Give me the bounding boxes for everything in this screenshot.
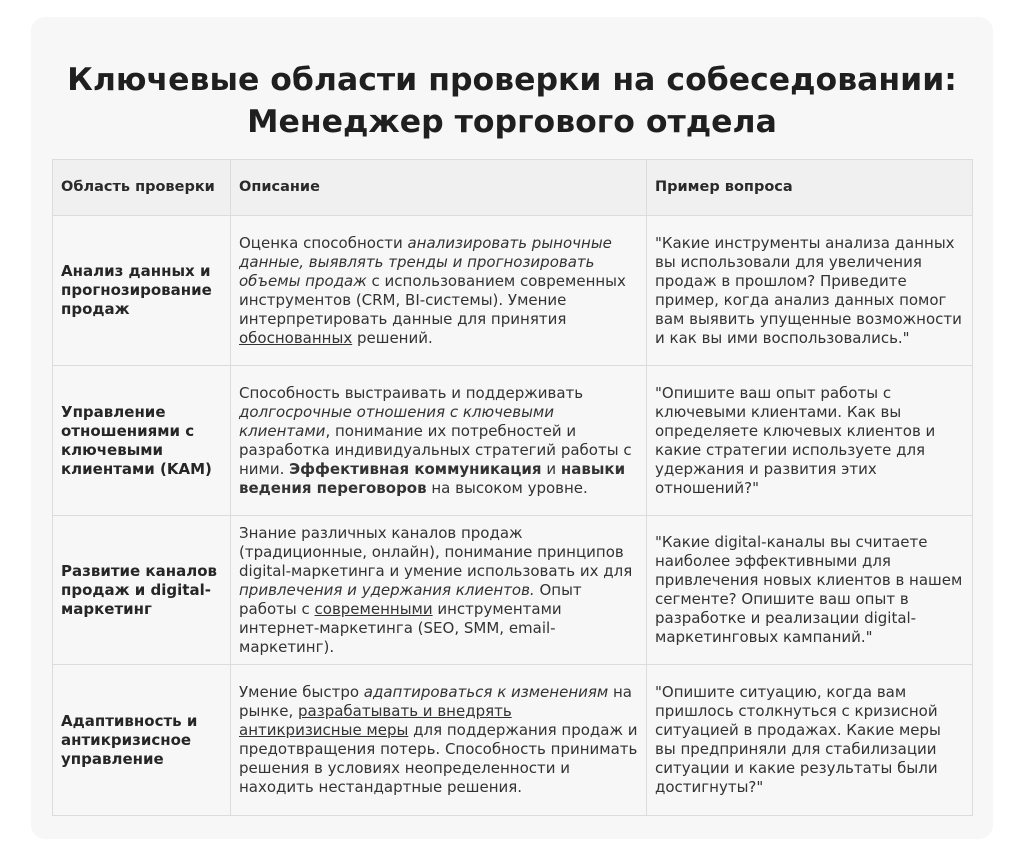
desc-text: решений. bbox=[352, 328, 433, 347]
row-question: "Какие digital-каналы вы считаете наиболее эффективными для привлечения новых клиентов в нашем сегменте? Опишите ваш опыт в разработке и реализации digital-маркетинговых кампаний." bbox=[647, 516, 973, 665]
desc-emphasis: привлечения и удержания клиентов. bbox=[239, 580, 535, 599]
content-card bbox=[31, 17, 993, 839]
table-row bbox=[53, 366, 973, 516]
table-row bbox=[53, 665, 973, 816]
row-question: "Опишите ситуацию, когда вам пришлось столкнуться с кризисной ситуацией в продажах. Какие меры вы предприняли для стабилизации ситуации и какие результаты были достигнуты?" bbox=[647, 665, 973, 816]
desc-text: инструментами интернет-маркетинга (SEO, SMM, email-маркетинг). bbox=[239, 599, 562, 656]
desc-text: для поддержания продаж и предотвращения потерь. Способность принимать решения в условиях неопределенности и находить нестандартные решения. bbox=[239, 721, 638, 796]
interview-areas-table bbox=[52, 159, 973, 816]
header-description: Описание bbox=[231, 160, 647, 216]
desc-text: Опыт работы с bbox=[239, 580, 582, 618]
header-area: Область проверки bbox=[53, 160, 231, 216]
desc-emphasis: анализировать рыночные данные, выявлять тренды и прогнозировать объемы продаж bbox=[239, 233, 612, 290]
row-area: Анализ данных и прогнозирование продаж bbox=[53, 216, 231, 366]
desc-text: и bbox=[541, 459, 561, 478]
page-title-line-1: Ключевые области проверки на собеседовании: bbox=[67, 62, 957, 98]
desc-text: с использованием современных инструментов (CRM, BI-системы). Умение интерпретировать данные для принятия bbox=[239, 271, 626, 328]
row-question: "Какие инструменты анализа данных вы использовали для увеличения продаж в прошлом? Приведите пример, когда анализ данных помог вам выявить упущенные возможности и как вы ими воспользовались." bbox=[647, 216, 973, 366]
desc-text: на рынке, bbox=[239, 683, 633, 720]
desc-text: Умение быстро bbox=[239, 683, 364, 701]
row-question: "Опишите ваш опыт работы с ключевыми клиентами. Как вы определяете ключевых клиентов и какие стратегии используете для удержания и развития этих отношений?" bbox=[647, 366, 973, 516]
row-description bbox=[231, 216, 647, 366]
row-description bbox=[231, 366, 647, 516]
header-question: Пример вопроса bbox=[647, 160, 973, 216]
desc-text: Оценка способности bbox=[239, 233, 408, 252]
row-area: Адаптивность и антикризисное управление bbox=[53, 665, 231, 816]
row-description bbox=[231, 516, 647, 665]
table-row bbox=[53, 516, 973, 665]
row-description bbox=[231, 665, 647, 816]
desc-text: на высоком уровне. bbox=[426, 478, 588, 497]
desc-underline: разрабатывать и внедрять антикризисные меры bbox=[239, 702, 512, 739]
desc-underline: современными bbox=[314, 599, 433, 618]
table-header-row bbox=[53, 160, 973, 216]
desc-text: , понимание их потребностей и разработка индивидуальных стратегий работы с ними. bbox=[239, 421, 632, 478]
row-area: Развитие каналов продаж и digital-маркетинг bbox=[53, 516, 231, 665]
page-title bbox=[31, 59, 993, 143]
table-row bbox=[53, 216, 973, 366]
desc-emphasis: адаптироваться к изменениям bbox=[363, 683, 609, 701]
row-area: Управление отношениями с ключевыми клиентами (KAM) bbox=[53, 366, 231, 516]
desc-text: Знание различных каналов продаж (традиционные, онлайн), понимание принципов digital-маркетинга и умение использовать их для bbox=[239, 523, 633, 580]
desc-text: Способность выстраивать и поддерживать bbox=[239, 383, 584, 402]
desc-underline: обоснованных bbox=[239, 328, 353, 347]
page-title-line-2: Менеджер торгового отдела bbox=[247, 104, 777, 140]
desc-bold: навыки ведения переговоров bbox=[239, 459, 626, 497]
desc-emphasis: долгосрочные отношения с ключевыми клиентами bbox=[239, 402, 554, 440]
desc-bold: Эффективная коммуникация bbox=[289, 459, 542, 478]
